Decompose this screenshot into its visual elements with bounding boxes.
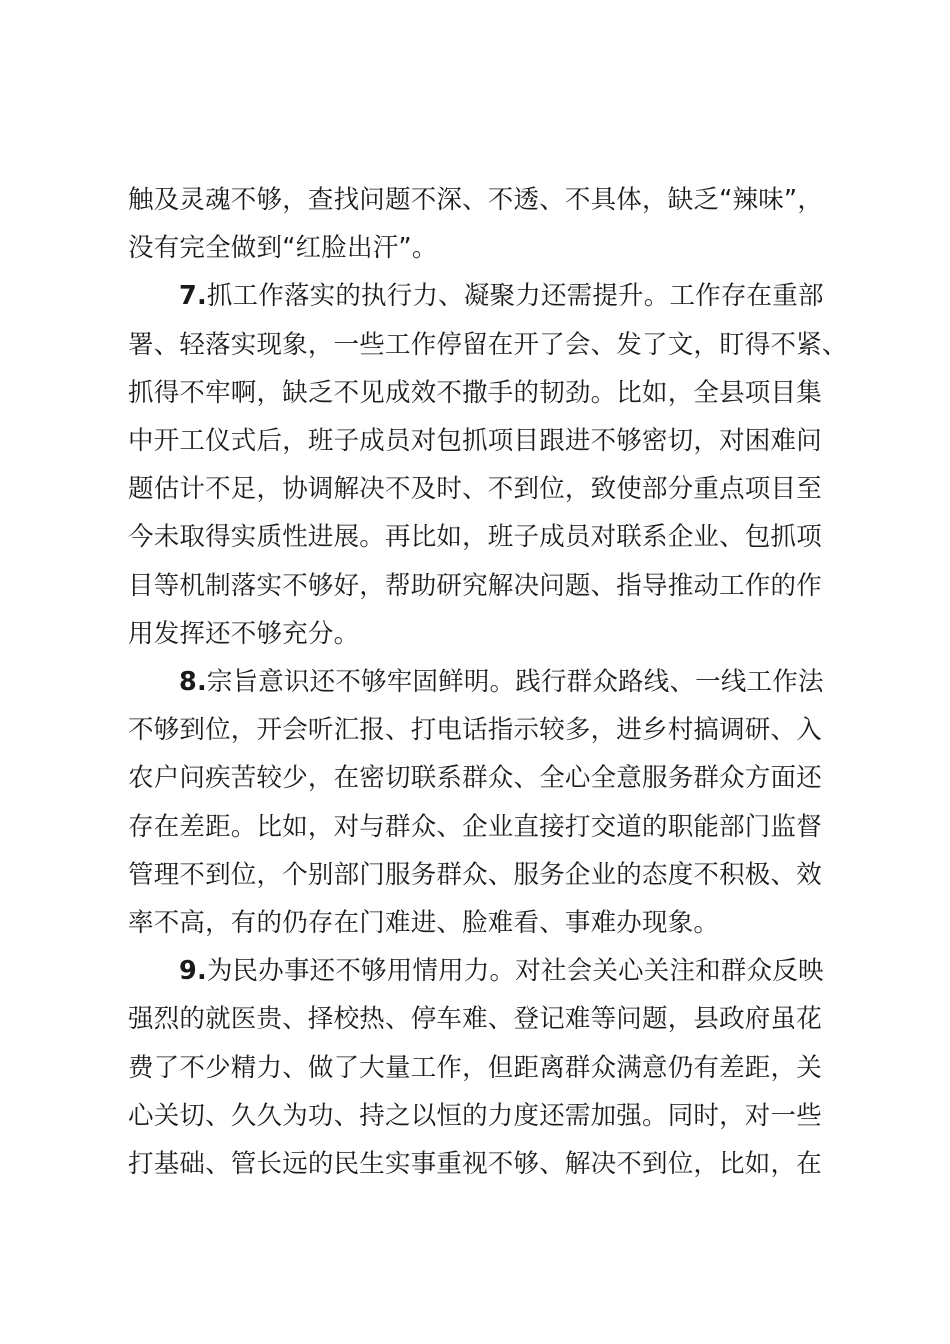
text-line bbox=[128, 947, 848, 995]
text-line: 费了不少精力、做了大量工作，但距离群众满意仍有差距，关 bbox=[128, 1052, 822, 1083]
text-line: 打基础、管长远的民生实事重视不够、解决不到位，比如，在 bbox=[128, 1149, 822, 1180]
item-number: 9. bbox=[179, 956, 207, 987]
paragraph-item-9 bbox=[128, 947, 848, 1188]
text-line: 没有完全做到“红脸出汗”。 bbox=[128, 233, 438, 264]
item-number: 7. bbox=[179, 281, 207, 312]
text-segment: 为民办事还不够用情用力。对社会关心关注和群众反映 bbox=[206, 956, 824, 987]
text-line: 农户问疾苦较少，在密切联系群众、全心全意服务群众方面还 bbox=[128, 763, 822, 794]
text-line: 用发挥还不够充分。 bbox=[128, 618, 360, 649]
text-line: 率不高，有的仍存在门难进、脸难看、事难办现象。 bbox=[128, 908, 720, 939]
text-line bbox=[128, 272, 848, 320]
text-line bbox=[128, 658, 848, 706]
text-line: 管理不到位，个别部门服务群众、服务企业的态度不积极、效 bbox=[128, 859, 822, 890]
text-segment: 抓工作落实的执行力、凝聚力还需提升。工作存在重部 bbox=[206, 281, 824, 312]
paragraph-item-8 bbox=[128, 658, 848, 947]
paragraph-continued bbox=[128, 176, 848, 272]
text-line: 今未取得实质性进展。再比如，班子成员对联系企业、包抓项 bbox=[128, 522, 822, 553]
text-line: 目等机制落实不够好，帮助研究解决问题、指导推动工作的作 bbox=[128, 570, 822, 601]
document-body bbox=[128, 176, 848, 1188]
text-line: 不够到位，开会听汇报、打电话指示较多，进乡村搞调研、入 bbox=[128, 715, 822, 746]
text-line: 抓得不牢啊，缺乏不见成效不撒手的韧劲。比如，全县项目集 bbox=[128, 377, 822, 408]
text-line: 心关切、久久为功、持之以恒的力度还需加强。同时，对一些 bbox=[128, 1100, 822, 1131]
text-line: 存在差距。比如，对与群众、企业直接打交道的职能部门监督 bbox=[128, 811, 822, 842]
text-line: 触及灵魂不够，查找问题不深、不透、不具体，缺乏“辣味”， bbox=[128, 185, 824, 215]
text-line: 中开工仪式后，班子成员对包抓项目跟进不够密切，对困难问 bbox=[128, 426, 822, 457]
item-number: 8. bbox=[179, 667, 207, 698]
paragraph-item-7 bbox=[128, 272, 848, 658]
text-line: 题估计不足，协调解决不及时、不到位，致使部分重点项目至 bbox=[128, 474, 822, 505]
text-line: 署、轻落实现象，一些工作停留在开了会、发了文，盯得不紧、 bbox=[128, 329, 848, 360]
text-line: 强烈的就医贵、择校热、停车难、登记难等问题，县政府虽花 bbox=[128, 1004, 822, 1035]
text-segment: 宗旨意识还不够牢固鲜明。践行群众路线、一线工作法 bbox=[206, 667, 824, 698]
